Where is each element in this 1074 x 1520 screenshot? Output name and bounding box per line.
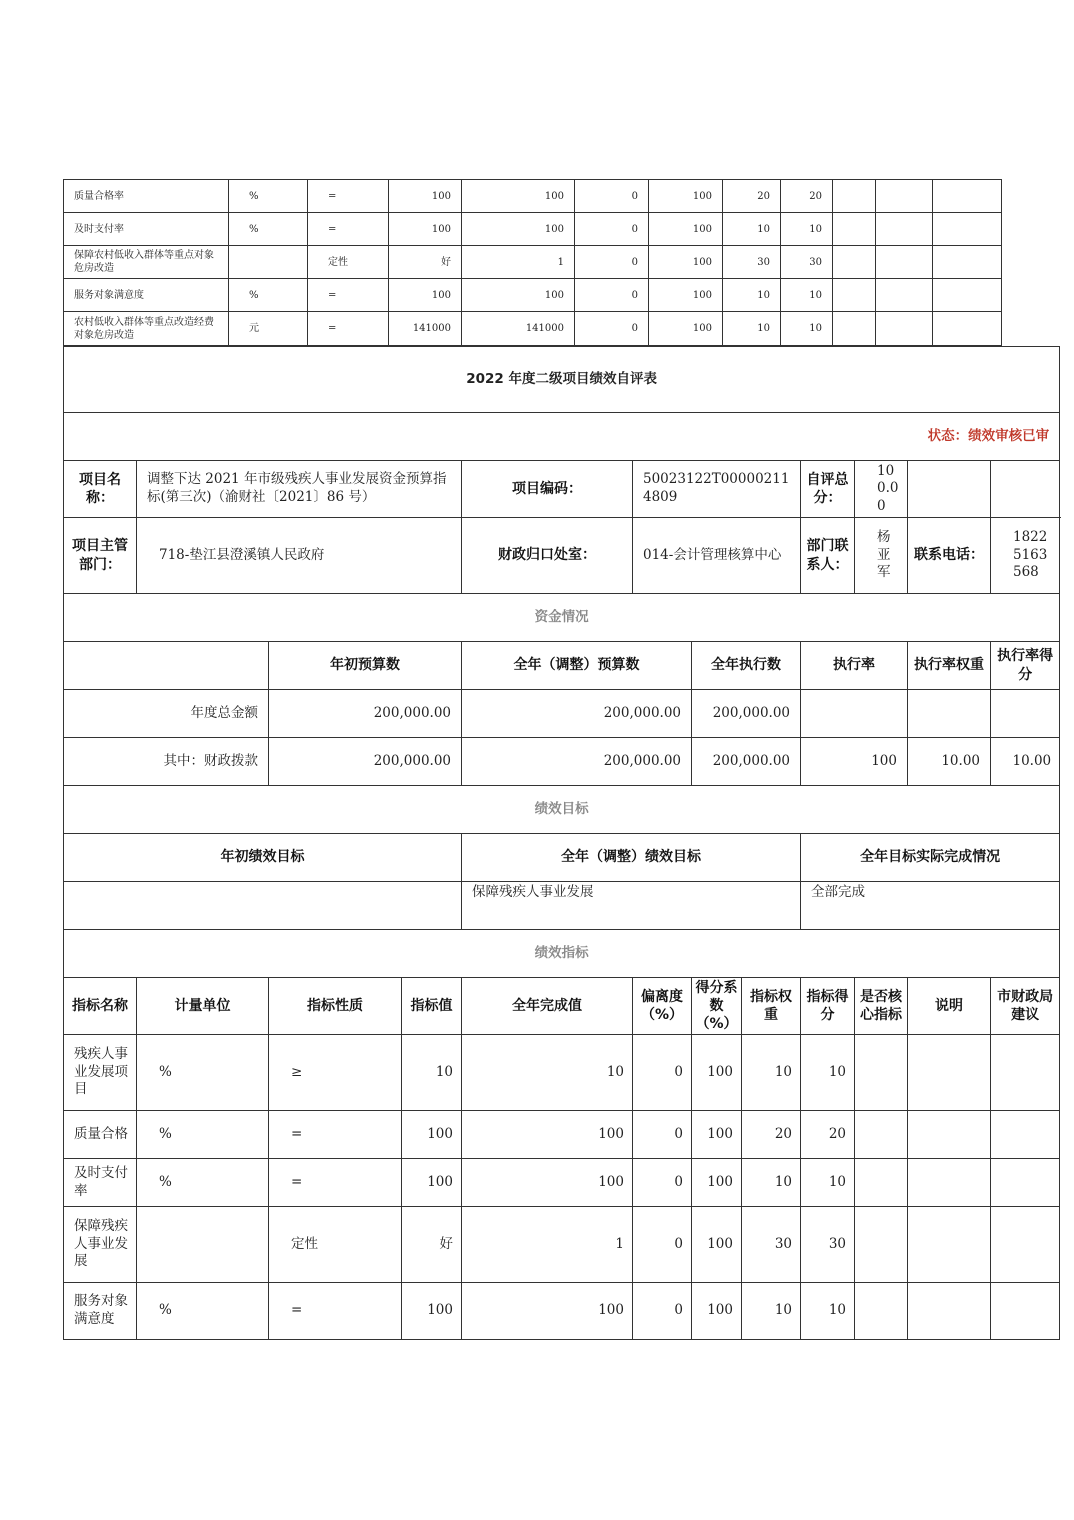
table-row: [64, 1035, 1060, 1111]
top-cell-score: 30: [781, 246, 833, 279]
office-label: 财政归口处室：: [462, 518, 633, 594]
top-cell-name: 保障农村低收入群体等重点对象危房改造: [64, 246, 229, 279]
indicator-cell-name: 残疾人事业发展项目: [64, 1035, 137, 1111]
performance-table: [63, 346, 1060, 1340]
empty-cell: [833, 180, 876, 213]
top-cell-op: 定性: [308, 246, 389, 279]
empty-cell: [908, 1207, 991, 1283]
table-row: [64, 279, 1002, 312]
top-cell-name: 农村低收入群体等重点改造经费对象危房改造: [64, 312, 229, 346]
empty-cell: [908, 1159, 991, 1207]
funds-header: 执行率得分: [991, 642, 1060, 690]
top-cell-dev: 0: [575, 246, 649, 279]
indicator-cell-coef: 100: [692, 1111, 742, 1159]
indicator-cell-coef: 100: [692, 1035, 742, 1111]
funds-score: [991, 690, 1060, 738]
indicator-cell-target: 10: [402, 1035, 462, 1111]
status-badge: 状态：绩效审核已审: [64, 413, 1060, 461]
top-indicator-table: [63, 179, 1002, 346]
empty-cell: [855, 1035, 908, 1111]
indicator-header: 指标权重: [742, 978, 801, 1035]
indicator-cell-dev: 0: [633, 1159, 692, 1207]
top-cell-coef: 100: [649, 213, 723, 246]
indicator-cell-op: =: [269, 1111, 402, 1159]
table-row: [64, 180, 1002, 213]
contact-value: 杨亚军: [855, 518, 908, 594]
top-cell-name: 服务对象满意度: [64, 279, 229, 312]
top-cell-coef: 100: [649, 312, 723, 346]
top-cell-done: 141000: [462, 312, 575, 346]
funds-executed: 200,000.00: [692, 738, 801, 786]
empty-cell: [933, 279, 1002, 312]
funds-row-label: 年度总金额: [64, 690, 269, 738]
top-cell-done: 100: [462, 213, 575, 246]
top-cell-target: 100: [389, 279, 462, 312]
empty-cell: [833, 246, 876, 279]
goals-actual: 全部完成: [801, 882, 1060, 930]
indicator-cell-op: 定性: [269, 1207, 402, 1283]
page-title: 2022 年度二级项目绩效自评表: [64, 347, 1060, 413]
indicator-cell-unit: [137, 1207, 269, 1283]
funds-section-title: 资金情况: [64, 594, 1060, 642]
top-cell-unit: %: [229, 213, 308, 246]
empty-cell: [855, 1159, 908, 1207]
indicator-cell-done: 100: [462, 1159, 633, 1207]
empty-cell: [908, 461, 991, 518]
top-cell-op: =: [308, 279, 389, 312]
funds-initial: 200,000.00: [269, 738, 462, 786]
funds-score: 10.00: [991, 738, 1060, 786]
top-cell-target: 141000: [389, 312, 462, 346]
indicator-cell-target: 100: [402, 1283, 462, 1340]
funds-adjusted: 200,000.00: [462, 738, 692, 786]
indicator-cell-weight: 10: [742, 1035, 801, 1111]
funds-weight: 10.00: [908, 738, 991, 786]
indicator-cell-dev: 0: [633, 1283, 692, 1340]
empty-cell: [855, 1111, 908, 1159]
self-score-value: 100.00: [855, 461, 908, 518]
top-cell-weight: 10: [723, 213, 781, 246]
top-cell-done: 1: [462, 246, 575, 279]
funds-weight: [908, 690, 991, 738]
indicator-cell-name: 质量合格: [64, 1111, 137, 1159]
indicator-cell-target: 好: [402, 1207, 462, 1283]
indicator-cell-weight: 10: [742, 1283, 801, 1340]
empty-cell: [876, 213, 933, 246]
dept-label: 项目主管部门：: [64, 518, 137, 594]
indicator-cell-name: 服务对象满意度: [64, 1283, 137, 1340]
top-cell-done: 100: [462, 180, 575, 213]
funds-header: 执行率权重: [908, 642, 991, 690]
indicator-cell-weight: 20: [742, 1111, 801, 1159]
empty-cell: [855, 1283, 908, 1340]
table-row: [64, 1111, 1060, 1159]
top-cell-name: 及时支付率: [64, 213, 229, 246]
indicator-cell-done: 10: [462, 1035, 633, 1111]
indicator-cell-unit: %: [137, 1283, 269, 1340]
top-cell-weight: 10: [723, 312, 781, 346]
top-cell-score: 10: [781, 279, 833, 312]
funds-rate: [801, 690, 908, 738]
indicator-cell-name: 及时支付率: [64, 1159, 137, 1207]
empty-cell: [908, 1283, 991, 1340]
empty-cell: [933, 213, 1002, 246]
indicator-cell-dev: 0: [633, 1035, 692, 1111]
empty-cell: [833, 279, 876, 312]
top-cell-coef: 100: [649, 279, 723, 312]
project-name-label: 项目名称：: [64, 461, 137, 518]
empty-cell: [833, 312, 876, 346]
top-cell-op: =: [308, 312, 389, 346]
top-cell-unit: 元: [229, 312, 308, 346]
indicator-cell-score: 10: [801, 1283, 855, 1340]
funds-header: 全年执行数: [692, 642, 801, 690]
empty-cell: [933, 246, 1002, 279]
empty-cell: [991, 1207, 1060, 1283]
funds-adjusted: 200,000.00: [462, 690, 692, 738]
top-cell-target: 好: [389, 246, 462, 279]
indicator-cell-coef: 100: [692, 1159, 742, 1207]
indicator-cell-done: 100: [462, 1283, 633, 1340]
table-row: [64, 213, 1002, 246]
project-code-value: 50023122T000002114809: [633, 461, 801, 518]
phone-value: 18225163568: [991, 518, 1060, 594]
indicator-header: 是否核心指标: [855, 978, 908, 1035]
empty-cell: [876, 279, 933, 312]
top-cell-score: 10: [781, 312, 833, 346]
table-row: [64, 1283, 1060, 1340]
empty-cell: [908, 1035, 991, 1111]
goals-header: 全年目标实际完成情况: [801, 834, 1060, 882]
empty-cell: [908, 1111, 991, 1159]
indicator-header: 指标性质: [269, 978, 402, 1035]
indicator-cell-coef: 100: [692, 1207, 742, 1283]
top-cell-op: =: [308, 213, 389, 246]
top-cell-unit: %: [229, 180, 308, 213]
empty-cell: [876, 246, 933, 279]
table-row: [64, 1159, 1060, 1207]
indicator-header: 全年完成值: [462, 978, 633, 1035]
phone-label: 联系电话：: [908, 518, 991, 594]
indicator-header: 指标名称: [64, 978, 137, 1035]
goals-section-title: 绩效目标: [64, 786, 1060, 834]
empty-cell: [876, 312, 933, 346]
indicator-cell-weight: 10: [742, 1159, 801, 1207]
empty-cell: [991, 1159, 1060, 1207]
indicator-cell-target: 100: [402, 1111, 462, 1159]
empty-cell: [876, 180, 933, 213]
table-row: [64, 1207, 1060, 1283]
top-cell-coef: 100: [649, 180, 723, 213]
indicator-cell-dev: 0: [633, 1111, 692, 1159]
indicator-cell-coef: 100: [692, 1283, 742, 1340]
empty-cell: [855, 1207, 908, 1283]
top-cell-unit: [229, 246, 308, 279]
indicator-header: 指标得分: [801, 978, 855, 1035]
top-cell-done: 100: [462, 279, 575, 312]
table-row: [64, 312, 1002, 346]
indicator-cell-done: 100: [462, 1111, 633, 1159]
project-code-label: 项目编码：: [462, 461, 633, 518]
indicator-cell-weight: 30: [742, 1207, 801, 1283]
project-name-value: 调整下达 2021 年市级残疾人事业发展资金预算指标(第三次)（渝财社〔2021〕86 号）: [137, 461, 462, 518]
top-cell-score: 20: [781, 180, 833, 213]
goals-header: 全年（调整）绩效目标: [462, 834, 801, 882]
top-cell-dev: 0: [575, 180, 649, 213]
indicator-cell-unit: %: [137, 1111, 269, 1159]
empty-cell: [64, 642, 269, 690]
indicator-cell-score: 20: [801, 1111, 855, 1159]
indicator-header: 说明: [908, 978, 991, 1035]
empty-cell: [991, 1111, 1060, 1159]
empty-cell: [991, 461, 1060, 518]
funds-header: 全年（调整）预算数: [462, 642, 692, 690]
top-cell-dev: 0: [575, 279, 649, 312]
top-cell-target: 100: [389, 180, 462, 213]
indicator-header: 得分系数（%）: [692, 978, 742, 1035]
office-value: 014-会计管理核算中心: [633, 518, 801, 594]
empty-cell: [933, 180, 1002, 213]
top-cell-op: =: [308, 180, 389, 213]
top-cell-coef: 100: [649, 246, 723, 279]
indicator-cell-op: =: [269, 1159, 402, 1207]
funds-rate: 100: [801, 738, 908, 786]
indicator-cell-unit: %: [137, 1159, 269, 1207]
self-score-label: 自评总分：: [801, 461, 855, 518]
indicator-cell-unit: %: [137, 1035, 269, 1111]
empty-cell: [991, 1283, 1060, 1340]
top-cell-weight: 30: [723, 246, 781, 279]
dept-value: 718-垫江县澄溪镇人民政府: [137, 518, 462, 594]
top-cell-weight: 10: [723, 279, 781, 312]
top-cell-target: 100: [389, 213, 462, 246]
table-row: [64, 246, 1002, 279]
empty-cell: [933, 312, 1002, 346]
top-cell-dev: 0: [575, 312, 649, 346]
indicator-header: 计量单位: [137, 978, 269, 1035]
goals-initial: [64, 882, 462, 930]
funds-initial: 200,000.00: [269, 690, 462, 738]
contact-label: 部门联系人：: [801, 518, 855, 594]
indicator-cell-op: =: [269, 1283, 402, 1340]
top-cell-dev: 0: [575, 213, 649, 246]
funds-header: 执行率: [801, 642, 908, 690]
top-cell-weight: 20: [723, 180, 781, 213]
indicator-cell-dev: 0: [633, 1207, 692, 1283]
indicator-cell-score: 10: [801, 1159, 855, 1207]
top-cell-score: 10: [781, 213, 833, 246]
indicator-cell-op: ≥: [269, 1035, 402, 1111]
indicators-section-title: 绩效指标: [64, 930, 1060, 978]
funds-row-label: 其中：财政拨款: [64, 738, 269, 786]
indicator-cell-score: 30: [801, 1207, 855, 1283]
goals-header: 年初绩效目标: [64, 834, 462, 882]
indicator-header: 偏离度（%）: [633, 978, 692, 1035]
empty-cell: [833, 213, 876, 246]
top-cell-unit: %: [229, 279, 308, 312]
indicator-cell-name: 保障残疾人事业发展: [64, 1207, 137, 1283]
funds-executed: 200,000.00: [692, 690, 801, 738]
goals-adjusted: 保障残疾人事业发展: [462, 882, 801, 930]
funds-header: 年初预算数: [269, 642, 462, 690]
indicator-cell-done: 1: [462, 1207, 633, 1283]
indicator-cell-target: 100: [402, 1159, 462, 1207]
indicator-header: 市财政局建议: [991, 978, 1060, 1035]
indicator-cell-score: 10: [801, 1035, 855, 1111]
indicator-header: 指标值: [402, 978, 462, 1035]
top-cell-name: 质量合格率: [64, 180, 229, 213]
empty-cell: [991, 1035, 1060, 1111]
